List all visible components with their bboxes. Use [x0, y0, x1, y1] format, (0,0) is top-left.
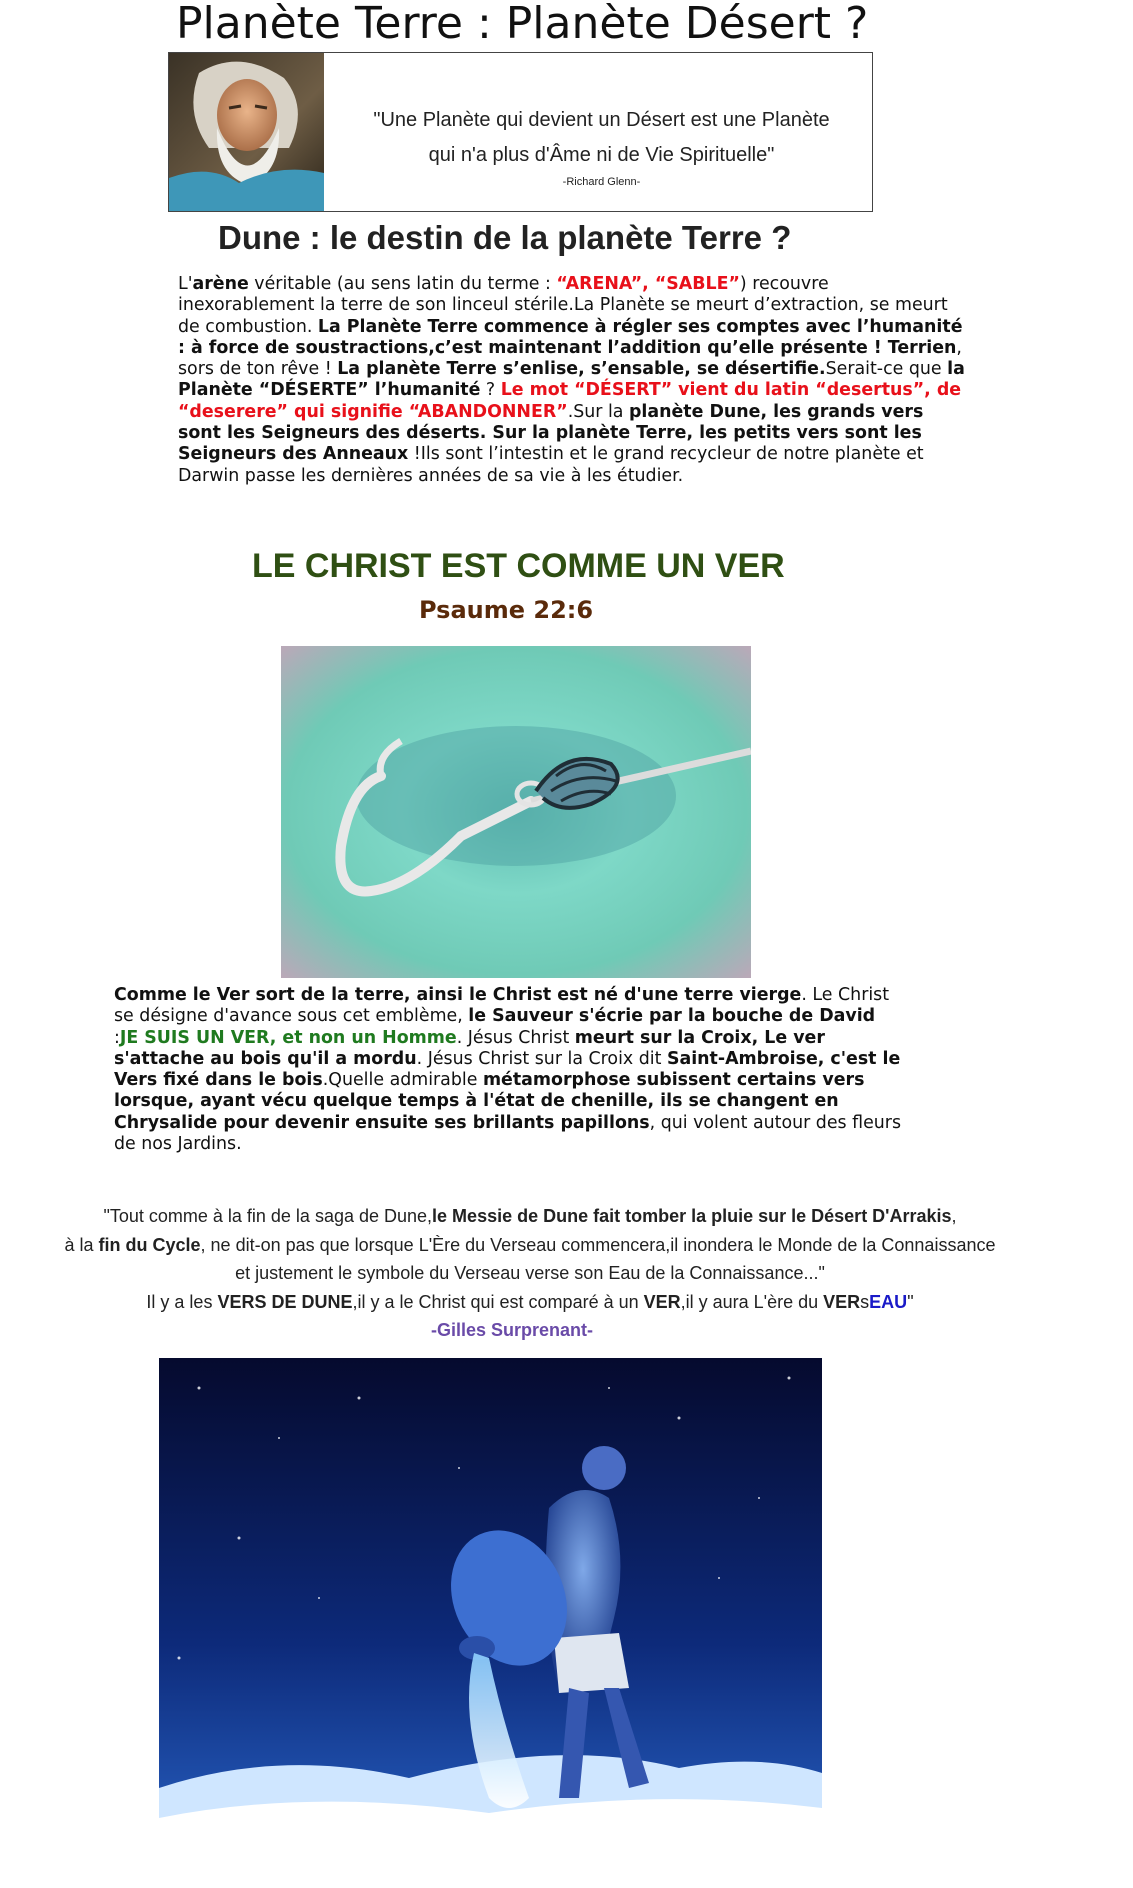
quote-author: -Richard Glenn-: [562, 176, 641, 188]
quote-line-2: qui n'a plus d'Âme ni de Vie Spirituelle": [428, 144, 775, 166]
dune-paragraph: L'arène véritable (au sens latin du terme : “ARENA”, “SABLE”) recouvre inexorablement la terre de son linceul stérile.La Planète se meurt d’extraction, se meurt de combustion. La Planète Terre commence à régler ses comptes avec l’humanité : à force de soustractions,c’est maintenant l’addition qu’elle présente ! Terrien, sors de ton rêve ! La planète Terre s’enlise, s’ensable, se désertifie.Serait-ce que la Planète “DÉSERTE” l’humanité ? Le mot “DÉSERT” vient du latin “desertus”, de “deserere” qui signifie “ABANDONNER”.Sur la planète Dune, les grands vers sont les Seigneurs des déserts. Sur la planète Terre, les petits vers sont les Seigneurs des Anneaux !Ils sont l’intestin et le grand recycleur de notre planète et Darwin passe les dernières années de sa vie à les étudier.: [178, 274, 965, 486]
gilles-author: -Gilles Surprenant-: [430, 1320, 594, 1340]
christ-worm-heading: LE CHRIST EST COMME UN VER: [252, 547, 785, 585]
page-title: Planète Terre : Planète Désert ?: [176, 0, 869, 49]
dune-heading: Dune : le destin de la planète Terre ?: [218, 219, 792, 256]
quote-line-1: "Une Planète qui devient un Désert est une Planète: [373, 109, 830, 131]
aquarius-image: [159, 1358, 822, 1878]
verseau-paragraph: [0, 1202, 1060, 1316]
psalm-reference: Psaume 22:6: [419, 596, 594, 624]
worm-on-hook-image: [281, 646, 751, 978]
richard-glenn-portrait: [169, 53, 324, 211]
verseau-line-4: Il y a les VERS DE DUNE,il y a le Christ qui est comparé à un VER,il y aura L'ère du VERsEAU": [146, 1291, 914, 1312]
christ-worm-paragraph: Comme le Ver sort de la terre, ainsi le Christ est né d'une terre vierge. Le Christ se désigne d'avance sous cet emblème, le Sauveur s'écrie par la bouche de David :JE SUIS UN VER, et non un Homme. Jésus Christ meurt sur la Croix, Le ver s'attache au bois qu'il a mordu. Jésus Christ sur la Croix dit Saint-Ambroise, c'est le Vers fixé dans le bois.Quelle admirable métamorphose subissent certains vers lorsque, ayant vécu quelque temps à l'état de chenille, ils se changent en Chrysalide pour devenir ensuite ses brillants papillons, qui volent autour des fleurs de nos Jardins.: [114, 985, 901, 1155]
verseau-line-3: et justement le symbole du Verseau verse son Eau de la Connaissance...": [235, 1263, 825, 1283]
verseau-line-1: "Tout comme à la fin de la saga de Dune,le Messie de Dune fait tomber la pluie sur le Désert D'Arrakis,: [103, 1206, 957, 1226]
quote-text: [329, 103, 874, 173]
quote-box: [168, 52, 873, 212]
verseau-line-2: à la fin du Cycle, ne dit-on pas que lorsque L'Ère du Verseau commencera,il inondera le Monde de la Connaissance: [64, 1234, 996, 1255]
